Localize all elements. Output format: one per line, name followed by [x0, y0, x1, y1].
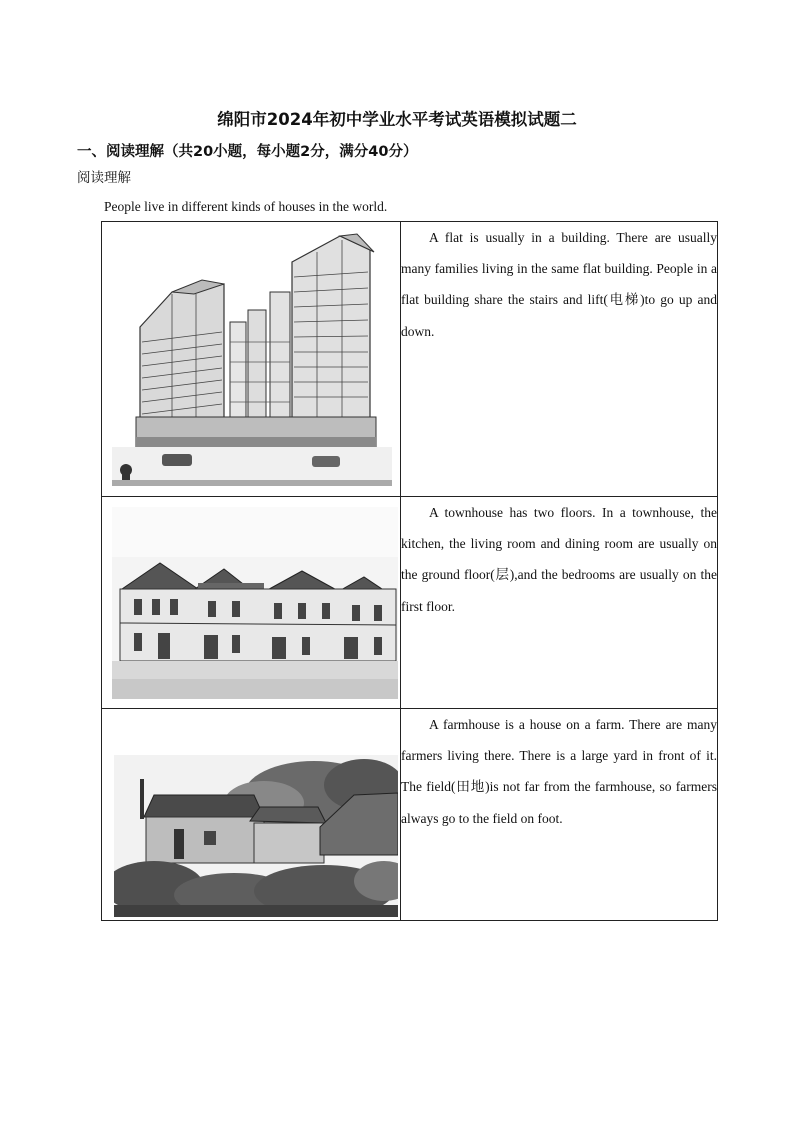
intro-sentence: People live in different kinds of houses in the world. — [104, 199, 388, 214]
table-row — [102, 709, 718, 921]
subsection-heading: 阅读理解 — [77, 170, 131, 186]
section-heading: 一、阅读理解（共20小题，每小题2分，满分40分） — [77, 144, 418, 160]
table-row — [102, 497, 718, 709]
text-cell — [401, 709, 718, 921]
image-cell — [102, 709, 401, 921]
townhouse-description: A townhouse has two floors. In a townhouse, the kitchen, the living room and dining room are usually on the ground floor(层),and the bedrooms are usually on the first floor. — [401, 505, 717, 614]
apartment-buildings-photo — [102, 222, 400, 496]
houses-table — [101, 221, 718, 921]
farmhouse-photo — [102, 709, 400, 920]
farmhouse-description: A farmhouse is a house on a farm. There are many farmers living there. There is a large yard in front of it. The field(田地)is not far from the farmhouse, so farmers always go to the field on foot. — [401, 717, 717, 826]
flat-description: A flat is usually in a building. There are usually many families living in the same flat building. People in a flat building share the stairs and lift(电梯)to go up and down. — [401, 230, 717, 339]
townhouse-photo — [102, 497, 400, 708]
image-cell — [102, 222, 401, 497]
table-row — [102, 222, 718, 497]
text-cell — [401, 222, 718, 497]
image-cell — [102, 497, 401, 709]
text-cell — [401, 497, 718, 709]
page-title: 绵阳市2024年初中学业水平考试英语模拟试题二 — [217, 110, 577, 129]
